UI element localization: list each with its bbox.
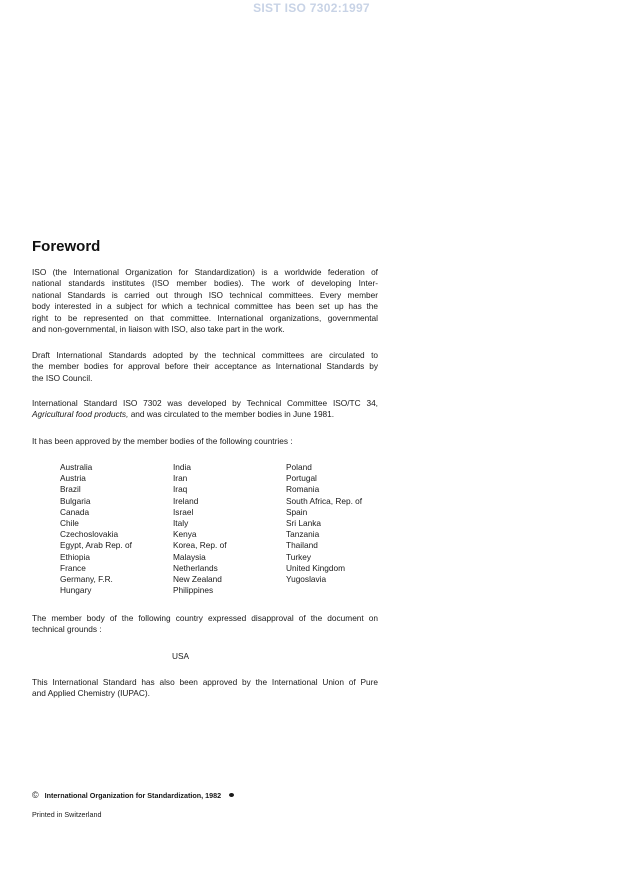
watermark: SIST ISO 7302:1997 <box>253 1 370 15</box>
text-line: and non-governmental, in liaison with ISO, also take part in the work. <box>32 324 285 335</box>
text-line: body interested in a subject for which a technical committee has been set up has the <box>32 301 378 312</box>
text-line: Draft International Standards adopted by the technical committees are circulated to <box>32 350 378 360</box>
paragraph-disapproval <box>32 613 378 636</box>
copyright-icon: © <box>32 790 39 800</box>
country-item: New Zealand <box>173 574 222 585</box>
country-item: Tanzania <box>286 529 320 540</box>
country-item: France <box>60 562 86 573</box>
country-item: Hungary <box>60 585 92 596</box>
country-item: Bulgaria <box>60 495 91 506</box>
country-item: Netherlands <box>173 562 218 573</box>
text-line: and Applied Chemistry (IUPAC). <box>32 688 150 699</box>
paragraph-iso-intro <box>32 267 378 335</box>
country-item: Egypt, Arab Rep. of <box>60 540 132 551</box>
country-item: Poland <box>286 462 312 472</box>
country-item: Thailand <box>286 540 318 551</box>
country-item: Brazil <box>60 484 81 495</box>
country-column <box>286 462 396 596</box>
country-item: Sri Lanka <box>286 518 322 529</box>
country-item: Turkey <box>286 551 312 562</box>
country-item: Ireland <box>173 495 199 506</box>
country-item: Czechoslovakia <box>60 529 119 540</box>
country-item: Canada <box>60 506 90 517</box>
country-item: United Kingdom <box>286 562 346 573</box>
text-line: This International Standard has also been approved by the International Union of Pure <box>32 677 378 687</box>
country-item: Malaysia <box>173 551 206 562</box>
text-line: It has been approved by the member bodies of the following countries : <box>32 436 293 446</box>
country-item: Kenya <box>173 529 197 540</box>
text-line: right to be represented on that committee. International organizations, governmental <box>32 312 378 323</box>
text-line: technical grounds : <box>32 624 102 635</box>
country-item: Italy <box>173 518 189 529</box>
country-item: Iraq <box>173 484 188 495</box>
country-item: Portugal <box>286 473 317 484</box>
paragraph-draft-standards <box>32 350 378 384</box>
paragraph-iupac <box>32 677 378 700</box>
text-line: International Standard ISO 7302 was developed by Technical Committee ISO/TC 34, <box>32 398 378 408</box>
country-item: Philippines <box>173 585 214 596</box>
text-line: the ISO Council. <box>32 372 93 383</box>
country-item: Korea, Rep. of <box>173 540 227 551</box>
committee-title: Agricultural food products, <box>32 409 129 420</box>
country-item: Spain <box>286 506 308 517</box>
country-item: Germany, F.R. <box>60 574 113 585</box>
country-item: Iran <box>173 473 188 484</box>
approval-intro <box>32 436 378 447</box>
country-item: Australia <box>60 462 93 472</box>
disapproving-country: USA <box>172 651 190 661</box>
country-item: Ethiopia <box>60 551 90 562</box>
country-item: Israel <box>173 506 194 517</box>
country-item: Chile <box>60 518 79 529</box>
text-line <box>32 409 378 420</box>
text-line: national standards institutes (ISO member bodies). The work of developing Inter- <box>32 278 378 289</box>
bullet-icon <box>229 793 234 797</box>
text-line: the member bodies for approval before their acceptance as International Standards by <box>32 361 378 372</box>
copyright-notice <box>32 790 234 800</box>
paragraph-development <box>32 398 378 421</box>
country-item: India <box>173 462 191 472</box>
text-line: The member body of the following country expressed disapproval of the document on <box>32 613 378 623</box>
text-line: national Standards is carried out through ISO technical committees. Every member <box>32 289 378 300</box>
country-item: Austria <box>60 473 86 484</box>
country-item: Romania <box>286 484 320 495</box>
printed-in: Printed in Switzerland <box>32 810 102 819</box>
country-column <box>60 462 173 596</box>
page-title: Foreword <box>32 238 101 255</box>
copyright-text: International Organization for Standardization, 1982 <box>44 790 222 800</box>
text-fragment: and was circulated to the member bodies in June 1981. <box>128 409 335 420</box>
country-column <box>173 462 286 596</box>
country-item: South Africa, Rep. of <box>286 495 363 506</box>
text-line: ISO (the International Organization for Standardization) is a worldwide federation of <box>32 267 378 277</box>
country-list <box>60 462 396 596</box>
country-item: Yugoslavia <box>286 574 327 585</box>
